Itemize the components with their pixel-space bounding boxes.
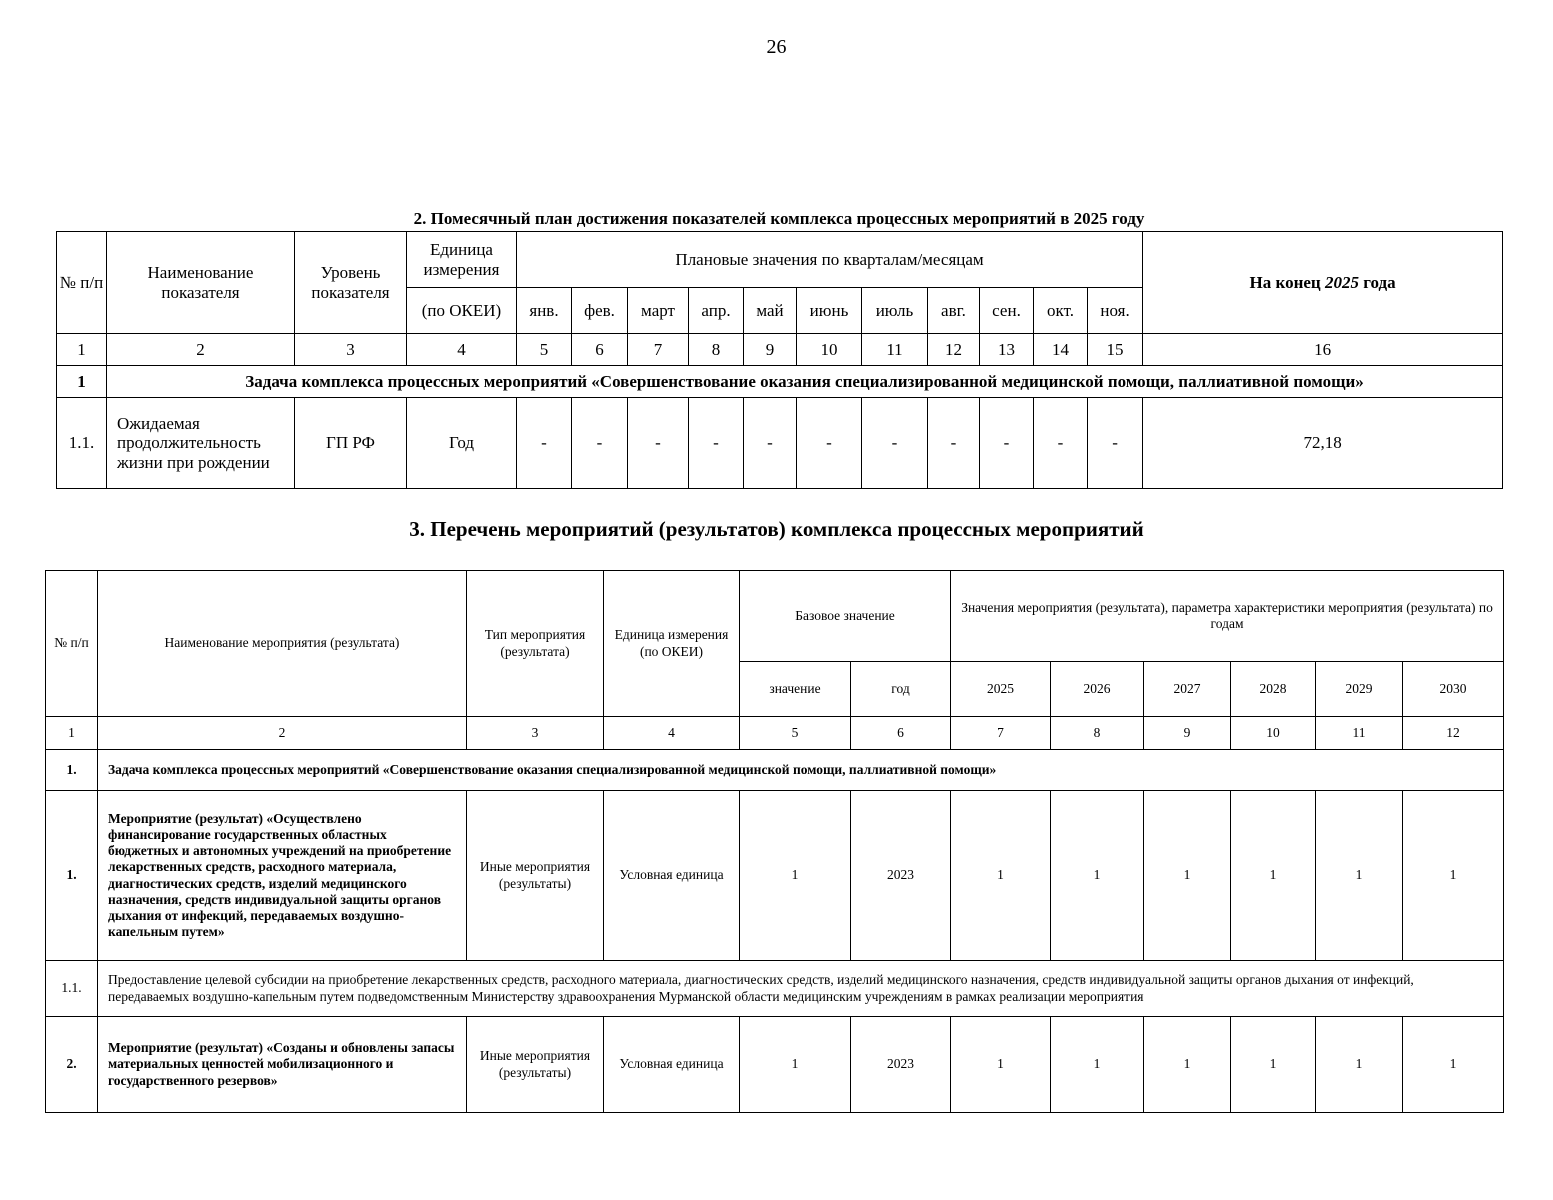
monthly-value: -	[1088, 398, 1143, 489]
monthly-value: -	[689, 398, 744, 489]
event-base-value: 1	[740, 791, 851, 961]
row-number: 1.1.	[57, 398, 107, 489]
column-number: 9	[744, 334, 797, 366]
event-year-value: 1	[1231, 1017, 1316, 1113]
column-number: 15	[1088, 334, 1143, 366]
column-number: 11	[1316, 717, 1403, 750]
year-header: 2029	[1316, 662, 1403, 717]
event-unit: Условная единица	[604, 791, 740, 961]
column-number: 10	[797, 334, 862, 366]
column-number: 6	[851, 717, 951, 750]
monthly-value: -	[980, 398, 1034, 489]
monthly-value: -	[928, 398, 980, 489]
monthly-value: -	[517, 398, 572, 489]
header-unit-okei: (по ОКЕИ)	[407, 288, 517, 334]
column-number: 5	[517, 334, 572, 366]
monthly-plan-table	[56, 231, 1503, 489]
event-name: Мероприятие (результат) «Созданы и обновлены запасы материальных ценностей мобилизационного и государственного резервов»	[98, 1017, 467, 1113]
month-header: март	[628, 288, 689, 334]
header-num: № п/п	[57, 232, 107, 334]
column-number: 8	[689, 334, 744, 366]
column-number: 13	[980, 334, 1034, 366]
month-header: ноя.	[1088, 288, 1143, 334]
table3-title: 3. Перечень мероприятий (результатов) комплекса процессных мероприятий	[409, 517, 1144, 541]
month-header: сен.	[980, 288, 1034, 334]
event-year-value: 1	[1316, 791, 1403, 961]
month-header: фев.	[572, 288, 628, 334]
header-event-unit: Единица измерения (по ОКЕИ)	[604, 571, 740, 717]
event-number: 2.	[46, 1017, 98, 1113]
event-number: 1.	[46, 791, 98, 961]
event-year-value: 1	[1051, 1017, 1144, 1113]
event-year-value: 1	[1403, 791, 1504, 961]
event-year-value: 1	[951, 791, 1051, 961]
header-indicator-name: Наименование показателя	[107, 232, 295, 334]
column-number: 8	[1051, 717, 1144, 750]
column-number: 14	[1034, 334, 1088, 366]
column-number: 7	[951, 717, 1051, 750]
month-header: июль	[862, 288, 928, 334]
month-header: окт.	[1034, 288, 1088, 334]
column-number: 12	[1403, 717, 1504, 750]
column-number: 11	[862, 334, 928, 366]
column-number: 1	[46, 717, 98, 750]
column-number: 3	[467, 717, 604, 750]
description-text: Предоставление целевой субсидии на приобретение лекарственных средств, расходного материала, диагностических средств, изделий медицинского назначения, средств индивидуальной защиты органов дыхания от инфекций, передаваемых воздушно-капельным путем подведомственным Министерству здравоохранения Мурманской области медицинским учреждениям в рамках реализации мероприятия	[98, 961, 1504, 1017]
event-unit: Условная единица	[604, 1017, 740, 1113]
event-year-value: 1	[1051, 791, 1144, 961]
description-number: 1.1.	[46, 961, 98, 1017]
events-table	[45, 570, 1504, 1113]
column-number: 2	[107, 334, 295, 366]
event-year-value: 1	[1144, 791, 1231, 961]
monthly-value: -	[572, 398, 628, 489]
event-year-value: 1	[1403, 1017, 1504, 1113]
column-number: 12	[928, 334, 980, 366]
column-number: 16	[1143, 334, 1503, 366]
year-header: 2025	[951, 662, 1051, 717]
event-type: Иные мероприятия (результаты)	[467, 1017, 604, 1113]
monthly-value: -	[1034, 398, 1088, 489]
header-event-type: Тип мероприятия (результата)	[467, 571, 604, 717]
indicator-unit: Год	[407, 398, 517, 489]
month-header: апр.	[689, 288, 744, 334]
page-number: 26	[766, 36, 787, 58]
task-number: 1	[57, 366, 107, 398]
column-number: 6	[572, 334, 628, 366]
column-number: 5	[740, 717, 851, 750]
task-title: Задача комплекса процессных мероприятий «Совершенствование оказания специализированной медицинской помощи, паллиативной помощи»	[98, 750, 1504, 791]
column-number: 4	[407, 334, 517, 366]
header-yearly-values: Значения мероприятия (результата), параметра характеристики мероприятия (результата) по годам	[951, 571, 1504, 662]
monthly-value: -	[628, 398, 689, 489]
column-number: 9	[1144, 717, 1231, 750]
end-of-year-value: 72,18	[1143, 398, 1503, 489]
header-base-value-year: год	[851, 662, 951, 717]
header-base-value-value: значение	[740, 662, 851, 717]
year-header: 2028	[1231, 662, 1316, 717]
year-header: 2026	[1051, 662, 1144, 717]
task-title: Задача комплекса процессных мероприятий «Совершенствование оказания специализированной медицинской помощи, паллиативной помощи»	[107, 366, 1503, 398]
column-number: 10	[1231, 717, 1316, 750]
event-year-value: 1	[951, 1017, 1051, 1113]
header-level: Уровень показателя	[295, 232, 407, 334]
event-name: Мероприятие (результат) «Осуществлено финансирование государственных областных бюджетных и автономных учреждений на приобретение лекарственных средств, расходного материала, диагностических средств, изделий медицинского назначения, средств индивидуальной защиты органов дыхания от инфекций, передаваемых воздушно-капельным путем»	[98, 791, 467, 961]
table2-title: 2. Помесячный план достижения показателей комплекса процессных мероприятий в 2025 году	[413, 209, 1145, 228]
year-header: 2027	[1144, 662, 1231, 717]
month-header: июнь	[797, 288, 862, 334]
indicator-level: ГП РФ	[295, 398, 407, 489]
header-end-of-year: На конец 2025 года	[1143, 232, 1503, 334]
month-header: май	[744, 288, 797, 334]
event-year-value: 1	[1144, 1017, 1231, 1113]
column-number: 4	[604, 717, 740, 750]
event-base-value: 1	[740, 1017, 851, 1113]
month-header: янв.	[517, 288, 572, 334]
event-base-year: 2023	[851, 791, 951, 961]
month-header: авг.	[928, 288, 980, 334]
event-base-year: 2023	[851, 1017, 951, 1113]
event-year-value: 1	[1231, 791, 1316, 961]
task-number: 1.	[46, 750, 98, 791]
event-type: Иные мероприятия (результаты)	[467, 791, 604, 961]
header-unit: Единица измерения	[407, 232, 517, 288]
indicator-name: Ожидаемая продолжительность жизни при рождении	[107, 398, 295, 489]
header-num: № п/п	[46, 571, 98, 717]
column-number: 2	[98, 717, 467, 750]
header-base-value: Базовое значение	[740, 571, 951, 662]
year-header: 2030	[1403, 662, 1504, 717]
header-event-name: Наименование мероприятия (результата)	[98, 571, 467, 717]
header-planned-values: Плановые значения по кварталам/месяцам	[517, 232, 1143, 288]
column-number: 7	[628, 334, 689, 366]
column-number: 1	[57, 334, 107, 366]
monthly-value: -	[862, 398, 928, 489]
event-year-value: 1	[1316, 1017, 1403, 1113]
monthly-value: -	[797, 398, 862, 489]
column-number: 3	[295, 334, 407, 366]
monthly-value: -	[744, 398, 797, 489]
